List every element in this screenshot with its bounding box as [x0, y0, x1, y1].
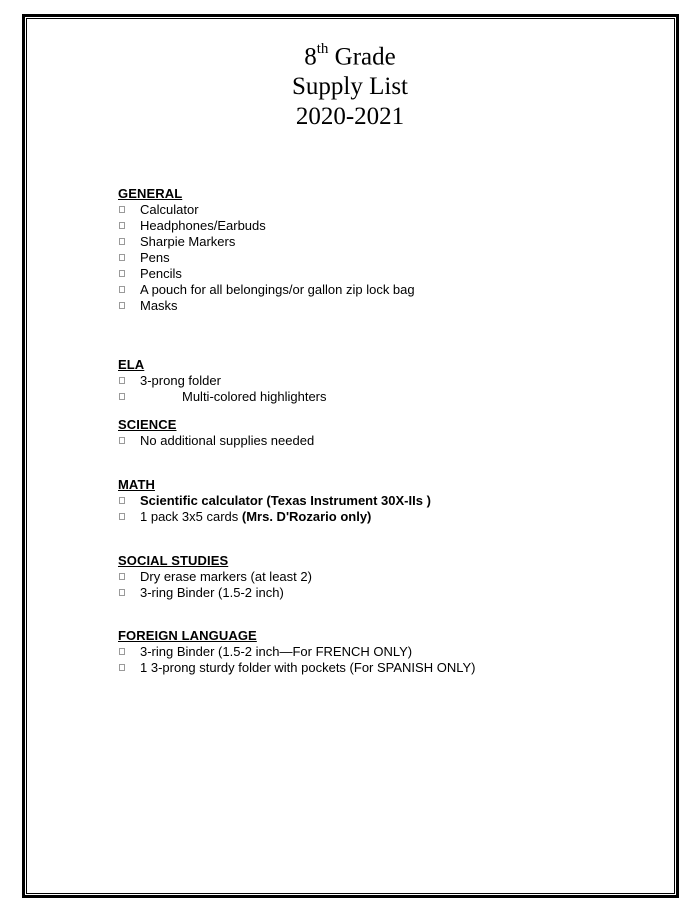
section-science: [118, 417, 314, 449]
section-general: [118, 186, 415, 314]
checkbox-icon: [119, 206, 125, 213]
list-item: A pouch for all belongings/or gallon zip lock bag: [118, 282, 415, 298]
list-item: Pens: [118, 250, 415, 266]
section-heading: SCIENCE: [118, 417, 177, 432]
checkbox-icon: [119, 497, 125, 504]
section-heading: MATH: [118, 477, 155, 492]
section-heading: SOCIAL STUDIES: [118, 553, 229, 568]
list-item: Headphones/Earbuds: [118, 218, 415, 234]
list-item: Sharpie Markers: [118, 234, 415, 250]
supply-list: [118, 493, 431, 525]
list-item: 3-ring Binder (1.5-2 inch—For FRENCH ONLY): [118, 644, 475, 660]
list-item: No additional supplies needed: [118, 433, 314, 449]
list-item: Dry erase markers (at least 2): [118, 569, 312, 585]
checkbox-icon: [119, 270, 125, 277]
checkbox-icon: [119, 302, 125, 309]
list-item: 3-ring Binder (1.5-2 inch): [118, 585, 312, 601]
list-item: 1 3-prong sturdy folder with pockets (For SPANISH ONLY): [118, 660, 475, 676]
list-item: Multi-colored highlighters: [118, 389, 327, 405]
section-foreign-language: [118, 628, 475, 676]
document-title: [0, 36, 700, 132]
checkbox-icon: [119, 589, 125, 596]
supply-list: [118, 202, 415, 314]
checkbox-icon: [119, 393, 125, 400]
list-item: Scientific calculator (Texas Instrument 30X-IIs ): [118, 493, 431, 509]
section-math: [118, 477, 431, 525]
title-line-grade: [0, 36, 700, 72]
supply-list: [118, 373, 327, 405]
supply-list: [118, 569, 312, 601]
list-item: 1 pack 3x5 cards (Mrs. D'Rozario only): [118, 509, 431, 525]
checkbox-icon: [119, 513, 125, 520]
checkbox-icon: [119, 377, 125, 384]
checkbox-icon: [119, 286, 125, 293]
page-border: [22, 14, 679, 898]
checkbox-icon: [119, 437, 125, 444]
checkbox-icon: [119, 648, 125, 655]
section-heading: GENERAL: [118, 186, 183, 201]
section-heading: FOREIGN LANGUAGE: [118, 628, 257, 643]
grade-word: Grade: [334, 43, 396, 71]
checkbox-icon: [119, 664, 125, 671]
supply-list: [118, 644, 475, 676]
title-line-supply-list: Supply List: [292, 73, 408, 101]
checkbox-icon: [119, 222, 125, 229]
section-heading: ELA: [118, 357, 145, 372]
section-social-studies: [118, 553, 312, 601]
checkbox-icon: [119, 238, 125, 245]
checkbox-icon: [119, 573, 125, 580]
list-item: Masks: [118, 298, 415, 314]
list-item: Calculator: [118, 202, 415, 218]
supply-list: [118, 433, 314, 449]
list-item: Pencils: [118, 266, 415, 282]
section-ela: [118, 357, 327, 405]
grade-suffix: th: [316, 41, 329, 57]
list-item: 3-prong folder: [118, 373, 327, 389]
title-line-year: 2020-2021: [295, 103, 405, 131]
grade-number: 8: [304, 43, 317, 71]
checkbox-icon: [119, 254, 125, 261]
